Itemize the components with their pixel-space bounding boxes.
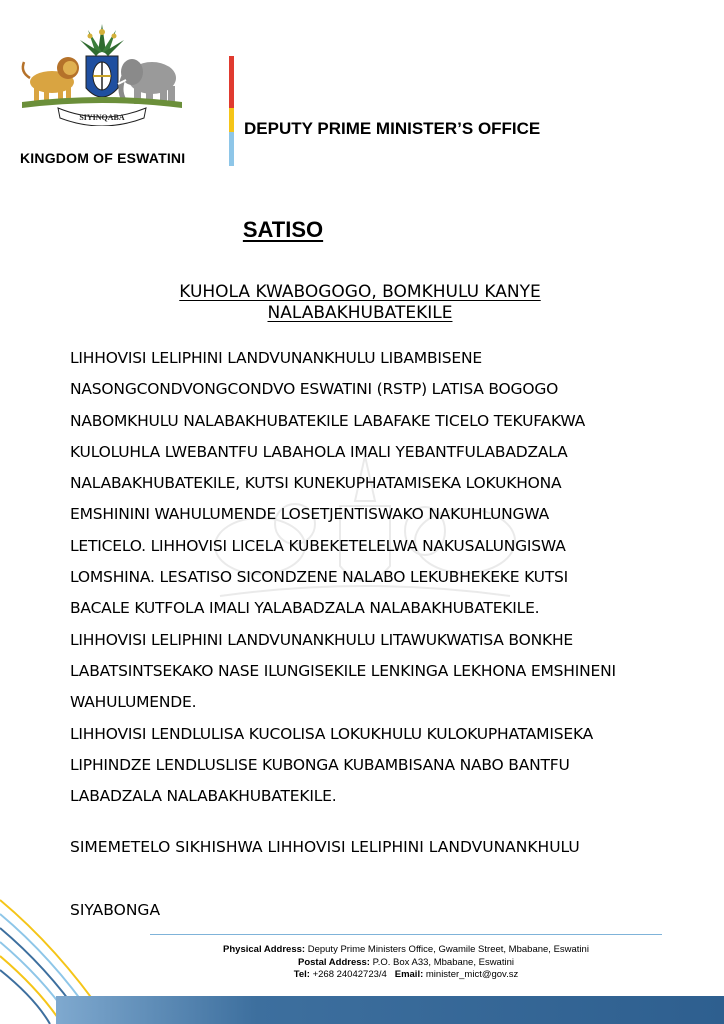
body-line: BACALE KUTFOLA IMALI YALABADZALA NALABAKHUBATEKILE. (70, 599, 540, 618)
shield-icon (86, 56, 118, 97)
footer-physical-address: Physical Address: Deputy Prime Ministers Office, Gwamile Street, Mbabane, Eswatini (223, 944, 589, 955)
body-line: LOMSHINA. LESATISO SICONDZENE NALABO LEKUBHEKEKE KUTSI (70, 568, 569, 587)
footer-postal-address: Postal Address: P.O. Box A33, Mbabane, Eswatini (298, 956, 514, 968)
lion-icon (23, 57, 79, 102)
body-line: LIHHOVISI LELIPHINI LANDVUNANKHULU LITAWUKWATISA BONKHE (70, 630, 574, 649)
notice-body (70, 343, 710, 812)
notice-title: SATISO (242, 217, 324, 242)
body-line: LIHHOVISI LENDLULISA KUCOLISA LOKUKHULU KULOKUPHATAMISEKA (70, 724, 594, 743)
header-color-bar (229, 56, 234, 166)
body-line: NABOMKHULU NALABAKHUBATEKILE LABAFAKE TICELO TEKUFAKWA (70, 411, 586, 430)
footer-divider (150, 934, 662, 935)
coat-of-arms-logo (18, 22, 186, 126)
thanks-text: SIYABONGA (70, 901, 161, 919)
elephant-icon (118, 59, 176, 104)
coat-motto: SIYINQABA (79, 113, 125, 122)
body-line: LETICELO. LIHHOVISI LICELA KUBEKETELELWA NAKUSALUNGISWA (70, 536, 566, 555)
body-line: NALABAKHUBATEKILE, KUTSI KUNEKUPHATAMISEKA LOKUKHONA (70, 474, 562, 493)
body-line: LIHHOVISI LELIPHINI LANDVUNANKHULU LIBAMBISENE (70, 349, 482, 367)
plume-icon (80, 24, 124, 56)
footer-color-band (56, 996, 724, 1024)
body-line: LIPHINDZE LENDLUSLISE KUBONGA KUBAMBISANA NABO BANTFU (70, 755, 570, 774)
footer-phone-email: Tel: +268 24042723/4 Email: minister_mict@gov.sz (293, 969, 519, 980)
footer-contact (150, 944, 662, 982)
notice-subtitle: KUHOLA KWABOGOGO, BOMKHULU KANYE NALABAKHUBATEKILE (179, 282, 541, 323)
body-line: KULOLUHLA LWEBANTFU LABAHOLA IMALI YEBANTFULABADZALA (70, 442, 568, 461)
body-line: LABADZALA NALABAKHUBATEKILE. (70, 787, 337, 806)
body-line: WAHULUMENDE. (70, 693, 197, 712)
body-line: NASONGCONDVONGCONDVO ESWATINI (RSTP) LATISA BOGOGO (70, 380, 559, 399)
closing-statement: SIMEMETELO SIKHISHWA LIHHOVISI LELIPHINI LANDVUNANKHULU (70, 838, 580, 856)
body-line: LABATSINTSEKAKO NASE ILUNGISEKILE LENKINGA LEKHONA EMSHINENI (70, 661, 616, 680)
body-line: EMSHININI WAHULUMENDE LOSETJENTISWAKO NAKUHLUNGWA (70, 505, 549, 524)
office-title: DEPUTY PRIME MINISTER’S OFFICE (244, 119, 541, 138)
kingdom-label: KINGDOM OF ESWATINI (20, 150, 186, 166)
